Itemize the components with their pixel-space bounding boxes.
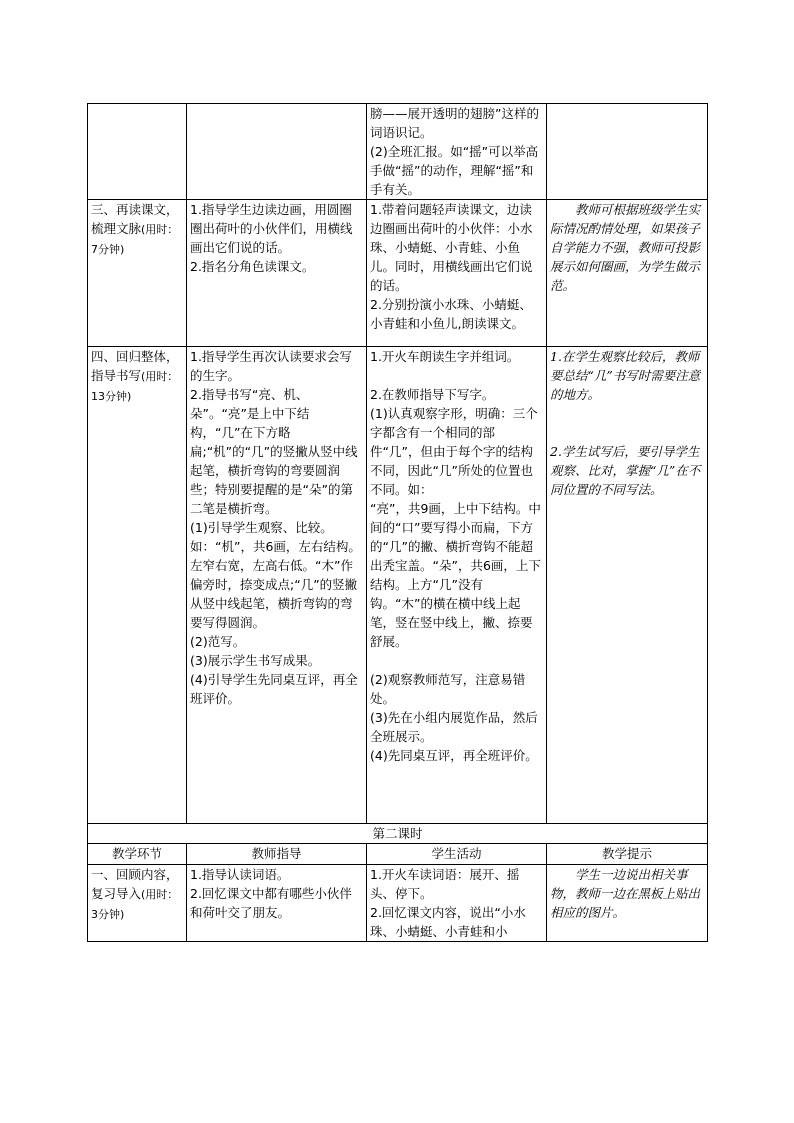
teacher-text: 2.指导书写“亮、机、朵”。“亮”是上中下结构，“几”在下方略扁;“机”的“几”的竖撇从竖中线起笔，横折弯钩的弯要圆润些；特别要提醒的是“朵”的第二笔是横折弯。 — [190, 387, 358, 516]
stage-title: 四、回归整体，指导书写 — [91, 349, 179, 383]
tip-cell — [547, 200, 708, 347]
stage-time: (用时：3分钟) — [91, 888, 179, 921]
student-text: (2)全班汇报。如“摇”可以举高手做“摇”的动作，理解“摇”和手有关。 — [370, 144, 539, 197]
tip-cell — [547, 865, 708, 942]
spacer — [550, 404, 704, 423]
student-text: (4)先同桌互评，再全班评价。 — [370, 748, 538, 763]
stage-title: 三、再读课文，梳理文脉 — [91, 202, 179, 236]
table-row-reread — [88, 200, 708, 347]
teacher-cell — [187, 865, 367, 942]
student-text: (2)观察教师范写，注意易错处。 — [370, 672, 526, 706]
stage-cell — [88, 347, 187, 824]
student-text: (3)先在小组内展览作品，然后全班展示。 — [370, 710, 538, 744]
teacher-text: 2.指名分角色读课文。 — [190, 259, 315, 274]
stage-cell — [88, 865, 187, 942]
teacher-cell — [187, 347, 367, 824]
header-student: 学生活动 — [367, 844, 547, 865]
header-stage: 教学环节 — [88, 844, 187, 865]
teacher-text: (2)范写。 — [190, 634, 246, 649]
student-text: 2.回忆课文内容，说出“小水珠、小蜻蜓、小青蛙和小 — [370, 905, 526, 939]
teacher-text: 1.指导认读词语。 — [190, 867, 290, 882]
tip-text: 1.在学生观察比较后，教师要总结“几”书写时需要注意的地方。 — [550, 349, 701, 402]
tip-text: 教师可根据班级学生实际情况酌情处理，如果孩子自学能力不强，教师可投影展示如何圈画，为学生做示范。 — [550, 202, 701, 293]
student-text: 膀——展开透明的翅膀”这样的词语识记。 — [370, 106, 539, 140]
student-text: 2.在教师指导下写字。 — [370, 387, 495, 402]
teacher-text: (4)引导学生先同桌互评，再全班评价。 — [190, 672, 358, 706]
student-text: “亮”，共9画，上中下结构。中间的“口”要写得小而扁，下方的“几”的撇、横折弯钩不能超出秃宝盖。“朵”，共6画，上下结构。上方“几”没有钩。“木”的横在横中线上起笔，竖在竖中线上，撇、捺要舒展。 — [370, 501, 541, 649]
table-row-review — [88, 865, 708, 942]
teacher-cell — [187, 200, 367, 347]
student-cell — [367, 347, 547, 824]
header-tip: 教学提示 — [547, 844, 708, 865]
table-row-section — [88, 824, 708, 844]
spacer — [550, 423, 704, 442]
stage-time: (用时：13分钟) — [91, 370, 179, 403]
tip-cell-empty — [547, 104, 708, 200]
teacher-text: (1)引导学生观察、比较。如：“机”，共6画，左右结构。左窄右宽，左高右低。“木”作偏旁时，捺变成点;“几”的竖撇从竖中线起笔，横折弯钩的弯要写得圆润。 — [190, 520, 361, 630]
lesson-plan-table — [87, 103, 708, 942]
spacer — [370, 651, 543, 670]
table-row-writing — [88, 347, 708, 824]
student-text: 1.带着问题轻声读课文，边读边圈画出荷叶的小伙伴：小水珠、小蜻蜓、小青蛙、小鱼儿。同时，用横线画出它们说的话。 — [370, 202, 533, 293]
spacer — [370, 366, 543, 385]
stage-title: 一、回顾内容，复习导入 — [91, 867, 179, 901]
tip-text: 学生一边说出相关事物，教师一边在黑板上贴出相应的图片。 — [550, 867, 701, 920]
student-cell — [367, 200, 547, 347]
stage-cell-empty — [88, 104, 187, 200]
tip-text: 2.学生试写后，要引导学生观察、比对，掌握“几”在不同位置的不同写法。 — [550, 444, 701, 497]
section-title: 第二课时 — [88, 824, 708, 844]
student-text: (1)认真观察字形，明确：三个字都含有一个相同的部件“几”，但由于每个字的结构不同，因此“几”所处的位置也不同。如： — [370, 406, 538, 497]
teacher-cell-empty — [187, 104, 367, 200]
table-header-row — [88, 844, 708, 865]
header-teacher: 教师指导 — [187, 844, 367, 865]
student-text: 2.分别扮演小水珠、小蜻蜓、小青蛙和小鱼儿,朗读课文。 — [370, 297, 532, 331]
teacher-text: (3)展示学生书写成果。 — [190, 653, 321, 668]
stage-time: (用时：7分钟) — [91, 223, 179, 256]
teacher-text: 2.回忆课文中都有哪些小伙伴和荷叶交了朋友。 — [190, 886, 352, 920]
teacher-text: 1.指导学生边读边画，用圆圈圈出荷叶的小伙伴们，用横线画出它们说的话。 — [190, 202, 353, 255]
student-cell — [367, 104, 547, 200]
student-cell — [367, 865, 547, 942]
stage-cell — [88, 200, 187, 347]
tip-cell — [547, 347, 708, 824]
lesson-plan-page — [87, 103, 707, 942]
teacher-text: 1.指导学生再次认读要求会写的生字。 — [190, 349, 352, 383]
student-text: 1.开火车朗读生字并组词。 — [370, 349, 520, 364]
table-row-continued — [88, 104, 708, 200]
student-text: 1.开火车读词语：展开、摇头、停下。 — [370, 867, 520, 901]
